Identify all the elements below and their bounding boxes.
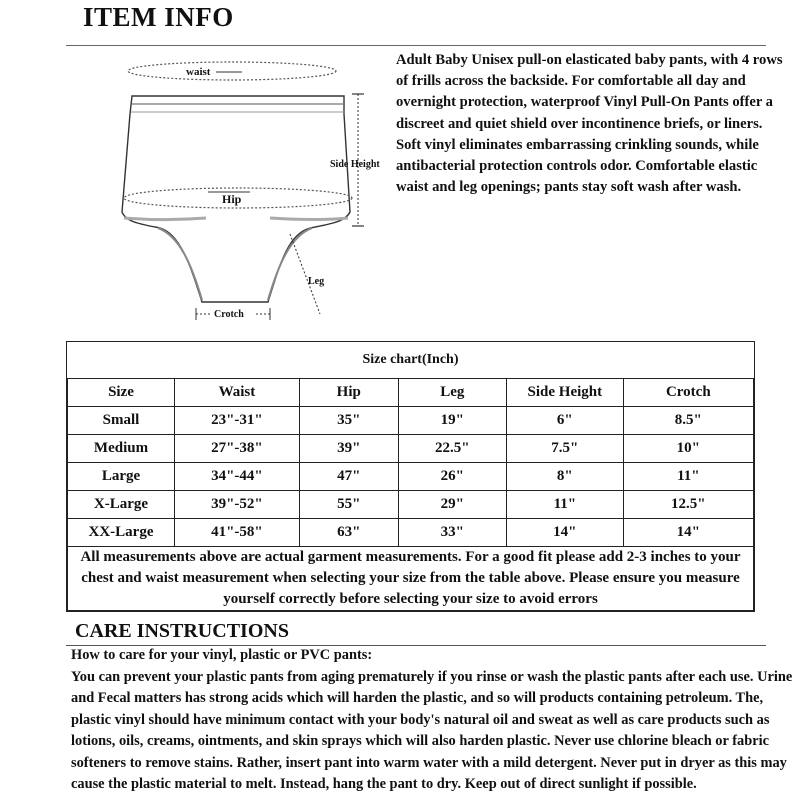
table-cell: X-Large: [68, 491, 175, 519]
title-divider: [66, 45, 766, 46]
size-chart-header-cell: Leg: [398, 379, 506, 407]
garment-diagram: [120, 52, 390, 327]
table-cell: 47": [299, 463, 398, 491]
table-cell: 11": [507, 491, 624, 519]
size-chart-header-cell: Size: [68, 379, 175, 407]
table-cell: 29": [398, 491, 506, 519]
table-cell: 11": [623, 463, 753, 491]
crotch-label: Crotch: [214, 309, 244, 320]
table-cell: 39"-52": [175, 491, 300, 519]
size-chart-table: [67, 342, 754, 611]
table-cell: 33": [398, 519, 506, 547]
table-cell: Medium: [68, 435, 175, 463]
side-height-label: Side Height: [330, 159, 380, 170]
table-cell: 7.5": [507, 435, 624, 463]
table-cell: 19": [398, 407, 506, 435]
size-chart-header-cell: Waist: [175, 379, 300, 407]
size-chart-body: [68, 407, 754, 547]
table-cell: 14": [623, 519, 753, 547]
table-cell: 6": [507, 407, 624, 435]
size-chart-note: All measurements above are actual garment measurements. For a good fit please add 2-3 inches to your chest and waist measurement when selecting your size from the table above. Please ensure you measure yourself correctly before selecting your size to avoid errors: [68, 547, 754, 611]
table-cell: 39": [299, 435, 398, 463]
size-chart-header-row: [68, 379, 754, 407]
waist-label: waist: [186, 66, 211, 78]
table-cell: 14": [507, 519, 624, 547]
table-cell: 26": [398, 463, 506, 491]
table-cell: 55": [299, 491, 398, 519]
table-cell: 12.5": [623, 491, 753, 519]
hip-label: Hip: [222, 192, 242, 206]
table-row: [68, 463, 754, 491]
leg-label: Leg: [308, 276, 325, 287]
table-cell: 8.5": [623, 407, 753, 435]
size-chart: [66, 341, 755, 612]
size-chart-header-cell: Crotch: [623, 379, 753, 407]
table-row: [68, 435, 754, 463]
care-instructions: [71, 645, 793, 796]
table-cell: 63": [299, 519, 398, 547]
size-chart-header-cell: Side Height: [507, 379, 624, 407]
table-cell: Large: [68, 463, 175, 491]
table-cell: 8": [507, 463, 624, 491]
table-row: [68, 519, 754, 547]
table-row: [68, 491, 754, 519]
size-chart-caption: Size chart(Inch): [68, 342, 754, 379]
table-cell: 34"-44": [175, 463, 300, 491]
table-cell: 23"-31": [175, 407, 300, 435]
table-cell: 41"-58": [175, 519, 300, 547]
table-cell: 27"-38": [175, 435, 300, 463]
table-cell: Small: [68, 407, 175, 435]
size-chart-header-cell: Hip: [299, 379, 398, 407]
table-cell: 10": [623, 435, 753, 463]
table-cell: 35": [299, 407, 398, 435]
table-cell: 22.5": [398, 435, 506, 463]
care-subtitle: How to care for your vinyl, plastic or PVC pants:: [71, 647, 373, 663]
table-row: [68, 407, 754, 435]
table-cell: XX-Large: [68, 519, 175, 547]
page-title: ITEM INFO: [83, 2, 234, 32]
care-instructions-title: CARE INSTRUCTIONS: [75, 620, 289, 642]
product-description: Adult Baby Unisex pull-on elasticated baby pants, with 4 rows of frills across the backside. For comfortable all day and overnight protection, waterproof Vinyl Pull-On Pants offer a discreet and quiet shield over incontinence briefs, or liners. Soft vinyl eliminates embarrassing crinkling sounds, while antibacterial protection controls odor. Comfortable elastic waist and leg openings; pants stay soft wash after wash.: [396, 52, 783, 196]
care-body: You can prevent your plastic pants from aging prematurely if you rinse or wash the plastic pants after each use. Urine and Fecal matters has strong acids which will harden the plastic, and so will products containing petroleum. The, plastic vinyl should have minimum contact with your body's natural oil and sweat as well as care products such as lotions, oils, creams, ointments, and skin sprays which will also harden plastic. Never use chlorine bleach or fabric softeners to remove stains. Rather, insert pant into warm water with a mild detergent. Never put in dryer as this may cause the plastic material to melt. Instead, hang the pant to dry. Keep out of direct sunlight if possible.: [71, 668, 793, 792]
waist-measure-ellipse: [128, 62, 336, 80]
